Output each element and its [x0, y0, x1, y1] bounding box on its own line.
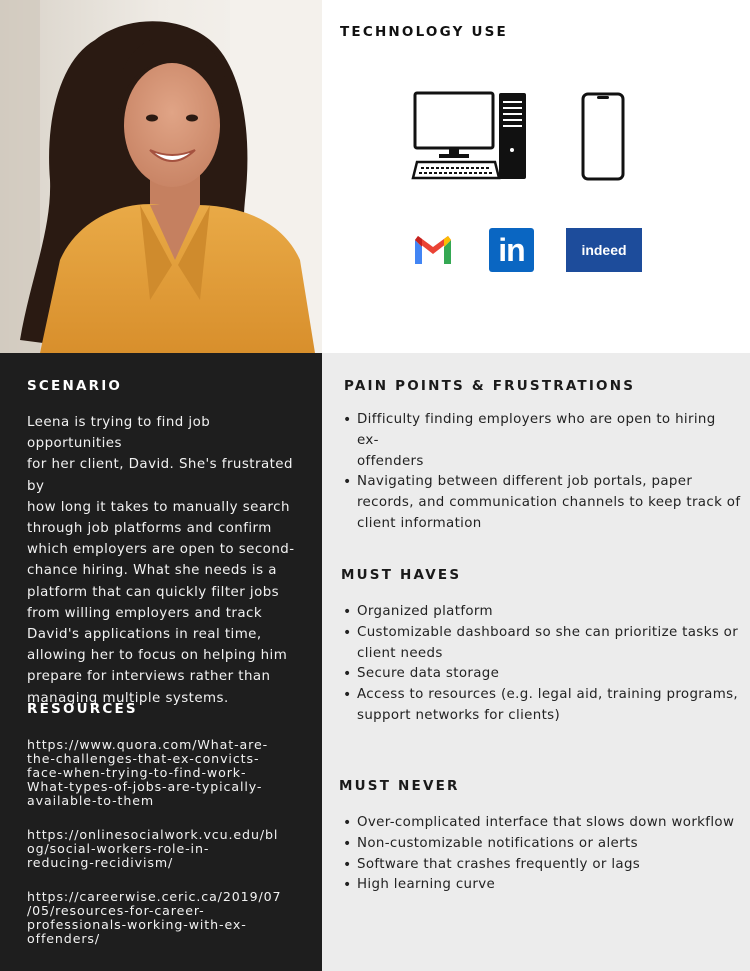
link-line: https://onlinesocialwork.vcu.edu/bl: [27, 827, 279, 842]
gmail-icon: [412, 234, 454, 266]
scenario-line: platform that can quickly filter jobs: [27, 584, 280, 600]
item-line: • Access to resources (e.g. legal aid, training programs,: [357, 687, 739, 703]
list-item: [357, 472, 742, 534]
item-line: • Over-complicated interface that slows down workflow: [357, 815, 735, 830]
technology-use-title: TECHNOLOGY USE: [340, 24, 508, 40]
must-never-title: MUST NEVER: [339, 778, 460, 794]
scenario-line: David's applications in real time,: [27, 627, 262, 643]
item-line: • Software that crashes frequently or lags: [357, 856, 641, 872]
link-line: professionals-working-with-ex-: [27, 917, 247, 932]
link-line: What-types-of-jobs-are-typically-: [27, 779, 263, 794]
item-line: records, and communication channels to keep track of: [357, 495, 741, 511]
resources-title: RESOURCES: [27, 701, 138, 717]
link-line: the-challenges-that-ex-convicts-: [27, 751, 260, 766]
link-line: https://careerwise.ceric.ca/2019/07: [27, 889, 282, 904]
resources-links: [27, 738, 307, 966]
list-item: [357, 813, 742, 834]
item-line: offenders: [357, 453, 424, 469]
link-line: reducing-recidivism/: [27, 855, 174, 870]
scenario-line: Leena is trying to find job opportunities: [27, 415, 211, 452]
linkedin-label: in: [498, 232, 525, 268]
list-item: [357, 410, 742, 472]
item-line: • High learning curve: [357, 877, 496, 893]
scenario-line: chance hiring. What she needs is a: [27, 563, 277, 579]
scenario-title: SCENARIO: [27, 378, 123, 394]
scenario-text: [27, 412, 302, 709]
scenario-line: through job platforms and confirm: [27, 521, 272, 537]
pain-points-list: [357, 410, 742, 535]
list-item: [357, 875, 742, 896]
list-item: [357, 685, 742, 727]
item-line: • Secure data storage: [357, 666, 500, 682]
item-line: • Difficulty finding employers who are open to hiring ex-: [357, 412, 716, 448]
persona-photo: [0, 0, 322, 353]
scenario-line: allowing her to focus on helping him: [27, 648, 288, 664]
scenario-line: from willing employers and track: [27, 605, 263, 621]
resource-link[interactable]: [27, 890, 307, 946]
technology-use-section: [322, 0, 750, 353]
linkedin-icon: [489, 228, 534, 272]
link-line: og/social-workers-role-in-: [27, 841, 210, 856]
scenario-line: for her client, David. She's frustrated by: [27, 457, 293, 494]
item-line: • Customizable dashboard so she can prioritize tasks or: [357, 624, 739, 640]
right-column: [322, 353, 750, 971]
link-line: https://www.quora.com/What-are-: [27, 737, 269, 752]
left-column: [0, 353, 322, 971]
indeed-icon: [566, 228, 642, 272]
scenario-line: prepare for interviews rather than: [27, 669, 271, 685]
indeed-label: indeed: [581, 242, 627, 258]
scenario-line: managing multiple systems.: [27, 690, 229, 706]
item-line: client needs: [357, 645, 443, 661]
scenario-line: which employers are open to second-: [27, 542, 295, 558]
list-item: [357, 855, 742, 876]
list-item: [357, 664, 742, 685]
must-haves-title: MUST HAVES: [341, 567, 462, 583]
list-item: [357, 623, 742, 665]
must-haves-list: [357, 602, 742, 727]
desktop-computer-icon: [411, 90, 529, 182]
link-line: /05/resources-for-career-: [27, 903, 205, 918]
item-line: support networks for clients): [357, 707, 561, 723]
smartphone-icon: [581, 92, 626, 182]
link-line: face-when-trying-to-find-work-: [27, 765, 247, 780]
list-item: [357, 834, 742, 855]
pain-points-title: PAIN POINTS & FRUSTRATIONS: [344, 378, 636, 394]
item-line: • Non-customizable notifications or alerts: [357, 835, 638, 851]
woman-portrait-image: [0, 0, 322, 353]
item-line: • Navigating between different job portals, paper: [357, 474, 693, 490]
resource-link[interactable]: [27, 738, 307, 808]
link-line: offenders/: [27, 931, 101, 946]
resource-link[interactable]: [27, 828, 307, 870]
list-item: [357, 602, 742, 623]
item-line: • Organized platform: [357, 604, 493, 619]
scenario-line: how long it takes to manually search: [27, 499, 290, 515]
item-line: client information: [357, 515, 482, 531]
must-never-list: [357, 813, 742, 896]
link-line: available-to-them: [27, 793, 155, 808]
